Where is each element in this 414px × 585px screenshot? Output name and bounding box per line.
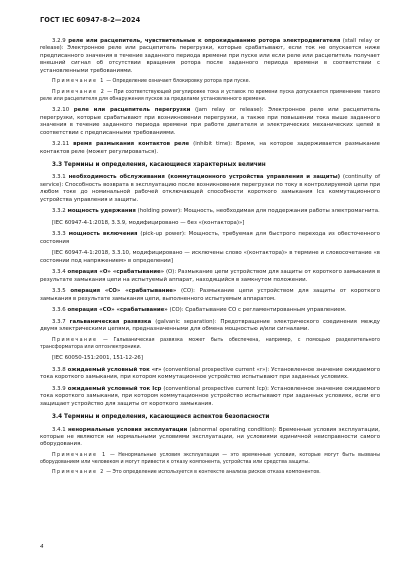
clause-3-3-6: 3.3.6 операция «CO» «срабатывание» (CO): Срабатывание CO с регламентированным управлением.: [52, 307, 347, 314]
section-heading-3-3: 3.3 Термины и определения, касающиеся характерных величин: [52, 162, 266, 168]
page-number: 4: [40, 544, 44, 550]
source-reference: [IEC 60947-4-1:2018, 3.3.9, модифицировано — без «(контактора)»]: [52, 219, 245, 226]
note-1: Примечание 1 — Ненормальные условия эксплуатации — это временные условия, которые могут быть вызваны оборудованием или человеком и могут привести к отказу компонента, устройства или средства защиты.: [40, 453, 380, 465]
clause-3-2-10: 3.2.10 реле или расцепитель перегрузки (jam relay or release): Электронное реле или расцепитель перегрузки, которые срабатывают при возникновении перегрузки, а также при повышении тока выше заданного значения в течение заданного периода времени при работе двигателя и электрических механических цепей в соответствии с предписанными требованиями.: [40, 107, 380, 136]
clause-3-2-9: 3.2.9 реле или расцепитель, чувствительные к опрокидыванию ротора электродвигателя (stall relay or release): Электронное реле или расцепитель перегрузки, которые срабатывают, если ток не опускается ниже предписанного значения в течение заданного периода времени при пуске или если реле или расцепитель получает внешний сигнал об отсутствии вращения ротора после заданного периода времени в соответствии с установленными требованиями.: [40, 38, 381, 74]
document-header: ГОСТ IEC 60947-8-2—2024: [40, 16, 141, 24]
clause-3-3-3: 3.3.3 мощность включения (pick-up power): Мощность, требуемая для быстрого перехода из обесточенного состояния: [40, 231, 380, 245]
clause-3-3-1: 3.3.1 необходимость обслуживания (коммутационного устройства управления и защиты) (continuity of service): Способность возврата в эксплуатацию после возникновения перегрузки по току в контролируемой цепи при любом токе до номинальной рабочей отключающей способности короткого замыкания Іcs коммутационного устройства управления и защиты.: [40, 174, 380, 203]
clause-3-3-4: 3.3.4 операция «O» «срабатывание» (O): Размыкание цепи устройством для защиты от короткого замыкания в результате замыкания цепи на испытуемый аппарат, находящийся в замкнутом положении.: [40, 269, 380, 283]
source-reference: [IEC 60947-4-1:2018, 3.3.10, модифицировано — исключены слово «(контактора)» в термине и словосочетание «в состоянии под напряжением» в определении]: [40, 250, 380, 264]
note-1: Примечание 1 — Определение означает блокировку ротора при пуске.: [52, 79, 251, 85]
clause-3-3-8: 3.3.8 ожидаемый условный ток «r» (conventional prospective current «r»): Установленное значение ожидаемого тока короткого замыкания, при котором коммутационное устройство испытывают при заданных условиях.: [40, 366, 380, 381]
clause-3-3-9: 3.3.9 ожидаемый условный ток Іcp (conventional prospective current Іcp): Установленное значение ожидаемого тока короткого замыкания, при котором коммутационное устройство испытывают при заданных условиях, если его защищает устройство для защиты от короткого замыкания.: [40, 385, 380, 407]
note-2: Примечание 2 — Это определение используется в контексте анализа рисков отказа компонентов.: [52, 470, 321, 476]
note-2: Примечание 2 — При соответствующей регулировке тока и уставок по времени пуска допускается применение такого реле или расцепителя для обнаружения пусков за пределами установленного времени.: [40, 90, 380, 102]
clause-3-3-5: 3.3.5 операция «CO» «срабатывание» (CO): Размыкание цепи устройством для защиты от короткого замыкания в результате замыкания цепи, выполненного испытуемым аппаратом.: [40, 288, 380, 302]
section-heading-3-4: 3.4 Термины и определения, касающиеся аспектов безопасности: [52, 414, 270, 421]
note: Примечание — Гальваническая развязка может быть обеспечена, например, с помощью разделительного трансформатора или оптоэлектроники.: [40, 338, 380, 350]
document-body: [40, 38, 380, 481]
source-reference: [IEC 60050-151:2001, 151-12-26]: [52, 355, 143, 362]
clause-3-3-2: 3.3.2 мощность удержания (holding power): Мощность, необходимая для поддержания работы электромагнита.: [52, 208, 380, 215]
clause-3-3-7: 3.3.7 гальваническая развязка (galvanic separation): Предотвращение электрического соединения между двумя электрическими цепями, предназначенными для обмена мощностью и/или сигналами.: [40, 319, 380, 333]
clause-3-4-1: 3.4.1 ненормальные условия эксплуатации (abnormal operating condition): Временные условия эксплуатации, которые не являются ни нормальными условиями эксплуатации, ни условиями единичной неисправности самого оборудования.: [40, 426, 380, 448]
clause-3-2-11: 3.2.11 время размыкания контактов реле (inhibit time): Время, на которое задерживается размыкание контактов реле (может регулироваться).: [40, 141, 380, 155]
